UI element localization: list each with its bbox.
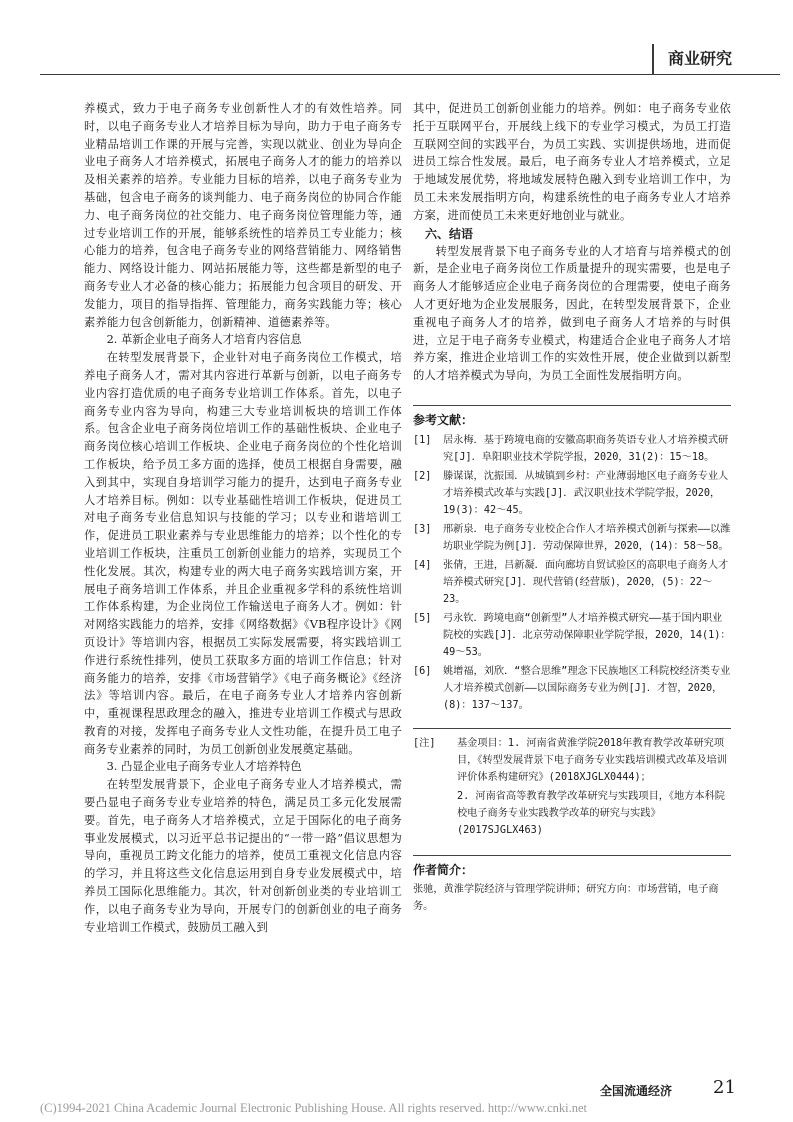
- reference-text: 姚增福，刘欣．“整合思维”理念下民族地区工科院校经济类专业人才培养模式创新——以国际商务专业为例[J]．才智，2020，(8)：137～137。: [443, 665, 731, 711]
- left-column: [84, 100, 402, 936]
- body-paragraph: 转型发展背景下电子商务专业的人才培育与培养模式的创新，是企业电子商务岗位工作质量提升的现实需要，也是电子商务人才能够适应企业电子商务岗位的合理需要，使电子商务人才更好地为企业发展服务，因此，在转型发展背景下，企业重视电子商务人才的培养，做到电子商务人才培养的与时俱进，立足于电子商务专业模式，构建适合企业电子商务人才培养方案，推进企业培训工作的实效性开展，使企业做到以新型的人才培养模式为导向，为员工全面性发展指明方向。: [413, 244, 731, 383]
- reference-item: [413, 468, 731, 519]
- reference-item: [413, 432, 731, 466]
- reference-item: [413, 557, 731, 608]
- right-column: [413, 100, 731, 915]
- subsection-heading: 2. 革新企业电子商务人才培育内容信息: [106, 333, 302, 347]
- funding-body: [457, 735, 731, 841]
- body-paragraph: 养模式，致力于电子商务专业创新性人才的有效性培养。同时，以电子商务专业人才培养目标为导向，助力于电子商务专业精品培训工作课的开展与完善，实现以就业、创业为导向企业电子商务人才培养模式，拓展电子商务人才的能力的培养以及相关素养的培养。专业能力目标的培养，以电子商务专业为基础，包含电子商务的谈判能力、电子商务岗位的协同合作能力、电子商务岗位的社交能力、电子商务岗位管理能力等，通过专业培训工作的开展，能够系统性的培养员工专业能力；核心能力的培养，包含电子商务专业的网络营销能力、网络销售能力、网络设计能力、网站拓展能力等，这些都是新型的电子商务专业人才必备的核心能力；拓展能力包含项目的研发、开发能力，项目的指导指挥、管理能力，商务实践能力等；核心素养能力包含创新能力，创新精神、道德素养等。: [84, 102, 402, 329]
- reference-item: [413, 663, 731, 714]
- reference-text: 邢新泉．电子商务专业校企合作人才培养模式创新与探索——以潍坊职业学院为例[J]．劳动保障世界，2020，(14)：58～58。: [443, 523, 731, 552]
- funding-note: [413, 728, 731, 841]
- author-bio: 张驰，黄淮学院经济与管理学院讲师；研究方向：市场营销，电子商务。: [413, 883, 719, 912]
- reference-number: [3]: [413, 523, 432, 535]
- section-header: 商业研究: [652, 44, 780, 74]
- header-divider: [40, 74, 780, 75]
- references-list: [413, 432, 731, 714]
- body-paragraph: 在转型发展背景下，企业针对电子商务岗位工作模式，培养电子商务人才，需对其内容进行革新与创新，以电子商务专业内容打造优质的电子商务专业培训工作体系。首先，以电子商务专业内容为导向，构建三大专业培训板块的培训工作体系。包含企业电子商务岗位培训工作的基础性板块、企业电子商务岗位核心培训工作板块、企业电子商务岗位的个性化培训工作板块，给予员工多方面的选择，使员工根据自身需要，融入到其中，实现自身培训学习能力的提升，达到电子商务专业人才培养目标。例如：以专业基础性培训工作板块，促进员工对电子商务专业信息知识与技能的学习；以专业和谐培训工作，促进员工职业素养与专业思维能力的培养；以个性化的专业培训工作板块，注重员工创新创业能力的培养，实现员工个性化发展。其次，构建专业的两大电子商务实践培训方案，开展电子商务培训工作体系，并且企业重视多学科的系统性培训工作体系构建，为企业岗位工作输送电子商务人才。例如：针对网络实践能力的培养，安排《网络数据》《VB程序设计》《网页设计》等培训内容，根据员工实际发展需要，将实践培训工作进行系统性排列，使员工获取多方面的培训工作信息；针对商务能力的培养，安排《市场营销学》《电子商务概论》《经济法》等培训内容。最后，在电子商务专业人才培养内容创新中，重视课程思政理念的融入，推进专业培训工作模式与思政教育的对接，发挥电子商务专业人文性功能，在提升员工电子商务专业素养的同时，为员工创新创业发展奠定基础。: [84, 351, 402, 756]
- funding-item: 基金项目：1. 河南省黄淮学院2018年教育教学改革研究项目，《转型发展背景下电子商务专业实践培训模式改革及培训评价体系构建研究》(2018XJGLX0444)；: [457, 737, 727, 783]
- body-paragraph: 在转型发展背景下，企业电子商务专业人才培养模式，需要凸显电子商务专业专业培养的特色，满足员工多元化发展需要。首先，电子商务人才培养模式，立足于国际化的电子商务事业发展模式，以习近平总书记提出的“一带一路”倡议思想为导向，重视员工跨文化能力的培养，使员工重视文化信息内容的学习，并且将这些文化信息运用到自身专业发展模式中，培养员工国际化思维能力。其次，针对创新创业类的专业培训工作，以电子商务专业为导向，开展专门的创新创业的电子商务专业培训工作模式，鼓励员工融入到: [84, 778, 402, 934]
- reference-text: 滕谋谋，沈振国．从城镇到乡村：产业薄弱地区电子商务专业人才培养模式改革与实践[J]．武汉职业技术学院学报，2020，19(3)：42～45。: [443, 470, 729, 516]
- reference-number: [5]: [413, 612, 432, 624]
- reference-text: 弓永钦．跨境电商“创新型”人才培养模式研究——基于国内职业院校的实践[J]．北京劳动保障职业学院学报，2020，14(1)：49～53。: [443, 612, 731, 658]
- author-title: 作者简介：: [413, 855, 731, 878]
- reference-number: [2]: [413, 470, 432, 482]
- reference-item: [413, 610, 731, 661]
- journal-name: 全国流通经济: [600, 1084, 673, 1098]
- copyright-notice: (C)1994-2021 China Academic Journal Electronic Publishing House. All rights reserved. http://www.cnki.net: [40, 1101, 588, 1115]
- reference-number: [6]: [413, 665, 432, 677]
- section-heading: 六、结语: [425, 226, 474, 241]
- body-paragraph: 其中，促进员工创新创业能力的培养。例如：电子商务专业依托于互联网平台，开展线上线下的专业学习模式，为员工打造互联网空间的实践平台，为员工实践、实训提供场地，进而促进员工综合性发展。最后，电子商务专业人才培养模式，立足于地域发展优势，将地域发展特色融入到专业培训工作中，为员工未来发展指明方向，构建系统性的电子商务专业人才培养方案，进而使员工未来更好地创业与就业。: [413, 102, 731, 222]
- reference-text: 居永梅．基于跨境电商的安徽高职商务英语专业人才培养模式研究[J]．阜阳职业技术学院学报，2020，31(2)：15～18。: [443, 434, 729, 463]
- funding-item: 2. 河南省高等教育教学改革研究与实践项目，《地方本科院校电子商务专业实践教学改革的研究与实践》(2017SJGLX463): [457, 790, 725, 836]
- reference-text: 张倩，王进，吕新凝．面向廊坊自贸试验区的高职电子商务人才培养模式研究[J]．现代营销(经营版)，2020，(5)：22～23。: [443, 559, 729, 605]
- reference-number: [4]: [413, 559, 432, 571]
- funding-label: [注]: [413, 737, 436, 749]
- references-title: 参考文献：: [413, 405, 731, 428]
- page-number: 21: [713, 1077, 736, 1098]
- reference-item: [413, 521, 731, 555]
- reference-number: [1]: [413, 434, 432, 446]
- subsection-heading: 3. 凸显企业电子商务专业人才培养特色: [106, 760, 302, 774]
